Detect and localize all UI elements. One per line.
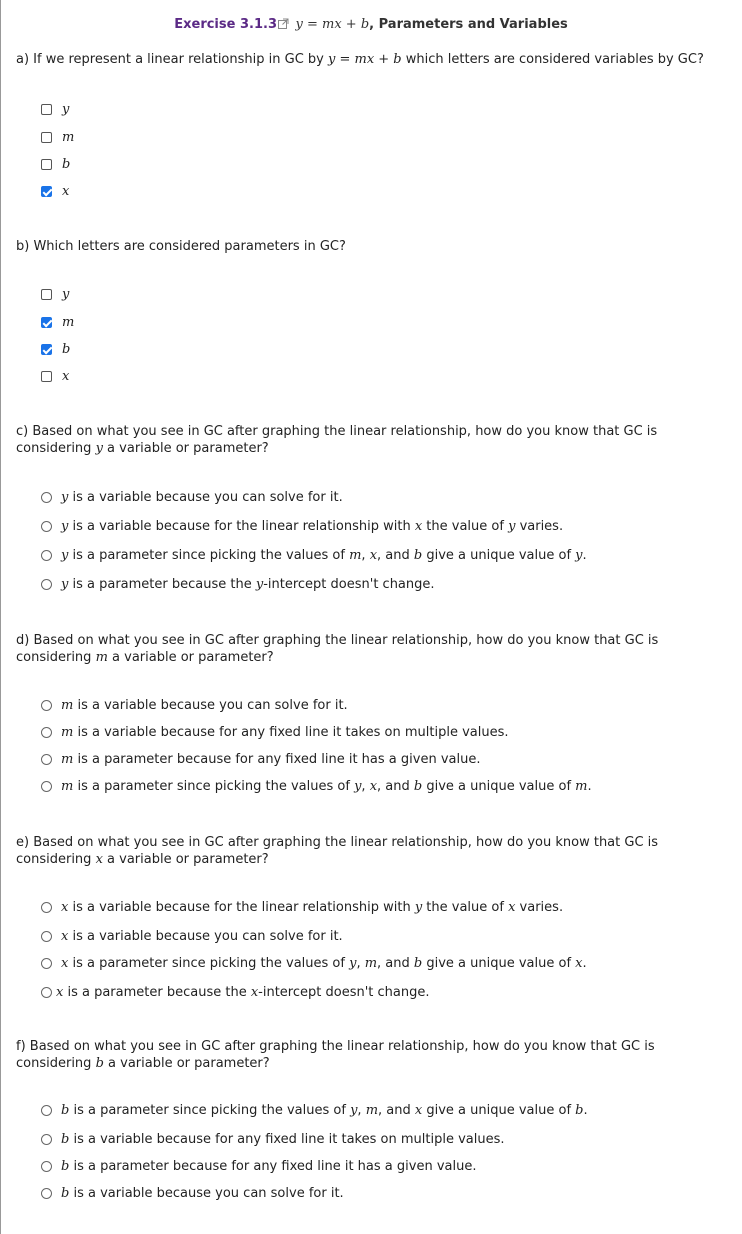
option-label: m xyxy=(62,130,75,145)
question-c xyxy=(16,423,716,457)
option-label: x xyxy=(62,184,70,199)
radio-option-c-3[interactable] xyxy=(41,548,587,563)
option-math: x xyxy=(508,900,516,915)
checkbox-option-b-y[interactable] xyxy=(41,287,69,302)
option-text: . xyxy=(582,548,587,563)
option-math: m xyxy=(349,548,362,563)
checkbox-option-a-m[interactable] xyxy=(41,130,74,145)
question-a-equation: y = mx + b xyxy=(327,52,402,67)
checkbox[interactable] xyxy=(41,289,52,300)
question-a xyxy=(16,51,716,68)
question-e-text: e) Based on what you see in GC after graphing the linear relationship, how do you know that GC is considering xyxy=(16,835,659,867)
option-math: b xyxy=(413,779,423,794)
page-title xyxy=(0,17,742,32)
radio-button[interactable] xyxy=(41,579,52,590)
question-b xyxy=(16,238,716,255)
option-text: give a unique value of xyxy=(422,956,576,971)
option-text: give a unique value of xyxy=(422,779,576,794)
radio-button[interactable] xyxy=(41,1134,52,1145)
question-c-var: y xyxy=(95,441,103,456)
option-math: y xyxy=(350,1103,358,1118)
option-math: y xyxy=(349,956,357,971)
question-e xyxy=(16,834,716,868)
radio-option-f-1[interactable] xyxy=(41,1103,588,1118)
question-a-text-end: which letters are considered variables by GC? xyxy=(401,52,704,67)
radio-button[interactable] xyxy=(41,550,52,561)
radio-option-e-2[interactable] xyxy=(41,929,343,944)
option-text: is a parameter because for any fixed line it has a given value. xyxy=(69,1159,477,1174)
checkbox-option-b-m[interactable] xyxy=(41,315,74,330)
radio-button[interactable] xyxy=(41,781,52,792)
radio-option-e-4[interactable] xyxy=(41,985,430,1000)
option-text: is a variable because you can solve for it. xyxy=(68,490,343,505)
option-text: , and xyxy=(377,956,414,971)
option-text: is a variable because you can solve for it. xyxy=(73,698,348,713)
option-math: x xyxy=(414,1103,423,1118)
option-text: , and xyxy=(378,1103,415,1118)
checkbox[interactable] xyxy=(41,132,52,143)
radio-option-d-4[interactable] xyxy=(41,779,592,794)
radio-option-e-1[interactable] xyxy=(41,900,563,915)
option-math: x xyxy=(369,548,378,563)
question-d-text: d) Based on what you see in GC after graphing the linear relationship, how do you know that GC is considering xyxy=(16,633,659,665)
title-rest: , Parameters and Variables xyxy=(369,17,568,32)
radio-option-d-2[interactable] xyxy=(41,725,509,740)
radio-button[interactable] xyxy=(41,958,52,969)
question-d-var: m xyxy=(95,650,108,665)
radio-option-e-3[interactable] xyxy=(41,956,587,971)
option-text: , xyxy=(357,1103,366,1118)
left-border xyxy=(0,0,1,1234)
radio-option-d-1[interactable] xyxy=(41,698,348,713)
option-label: m xyxy=(62,315,75,330)
option-math: y xyxy=(414,900,423,915)
option-text: is a parameter because the xyxy=(63,985,251,1000)
option-text: is a variable because for any fixed line it takes on multiple values. xyxy=(73,725,509,740)
option-text: . xyxy=(583,1103,588,1118)
option-text: is a parameter since picking the values of xyxy=(68,548,350,563)
option-math: b xyxy=(413,548,423,563)
option-var: x xyxy=(61,900,69,915)
option-text: -intercept doesn't change. xyxy=(258,985,430,1000)
option-var: x xyxy=(61,956,69,971)
radio-button[interactable] xyxy=(41,492,52,503)
radio-option-f-2[interactable] xyxy=(41,1132,505,1147)
question-e-text-end: a variable or parameter? xyxy=(102,852,269,867)
checkbox-checked[interactable] xyxy=(41,317,52,328)
exercise-link[interactable]: Exercise 3.1.3 xyxy=(174,17,277,32)
question-f xyxy=(16,1038,716,1072)
question-d-text-end: a variable or parameter? xyxy=(107,650,274,665)
option-text: , xyxy=(361,548,370,563)
option-label: y xyxy=(62,287,70,302)
question-d xyxy=(16,632,716,666)
option-math: b xyxy=(413,956,423,971)
option-text: is a variable because for the linear relationship with xyxy=(68,900,415,915)
option-var: y xyxy=(61,548,69,563)
option-text: is a parameter because for any fixed line it has a given value. xyxy=(73,752,481,767)
external-link-icon[interactable] xyxy=(278,18,289,29)
checkbox-option-b-x[interactable] xyxy=(41,369,69,384)
question-c-text: c) Based on what you see in GC after graphing the linear relationship, how do you know that GC is considering xyxy=(16,424,658,456)
checkbox-option-a-b[interactable] xyxy=(41,157,70,172)
radio-button[interactable] xyxy=(41,700,52,711)
option-var: x xyxy=(56,985,64,1000)
radio-button[interactable] xyxy=(41,931,52,942)
radio-option-d-3[interactable] xyxy=(41,752,480,767)
option-var: y xyxy=(61,577,69,592)
option-var: b xyxy=(61,1186,70,1201)
question-f-var: b xyxy=(95,1056,104,1071)
option-text: give a unique value of xyxy=(422,548,576,563)
checkbox-option-a-y[interactable] xyxy=(41,102,69,117)
radio-button[interactable] xyxy=(41,1188,52,1199)
option-text: . xyxy=(582,956,587,971)
radio-button[interactable] xyxy=(41,521,52,532)
option-var: b xyxy=(61,1132,70,1147)
question-f-text: f) Based on what you see in GC after graphing the linear relationship, how do you know that GC is considering xyxy=(16,1039,655,1071)
option-var: y xyxy=(61,519,69,534)
option-var: m xyxy=(61,779,74,794)
radio-option-c-4[interactable] xyxy=(41,577,435,592)
option-var: m xyxy=(61,725,74,740)
option-var: x xyxy=(61,929,69,944)
radio-option-f-3[interactable] xyxy=(41,1159,476,1174)
option-text: is a parameter since picking the values of xyxy=(73,779,355,794)
option-var: m xyxy=(61,698,74,713)
option-math: m xyxy=(364,956,378,971)
option-math: y xyxy=(255,577,264,592)
option-text: is a variable because you can solve for it. xyxy=(69,1186,344,1201)
option-math: b xyxy=(575,1103,584,1118)
radio-button[interactable] xyxy=(41,727,52,738)
option-label: b xyxy=(62,342,71,357)
option-var: m xyxy=(61,752,74,767)
radio-button[interactable] xyxy=(41,987,52,998)
option-text: the value of xyxy=(422,519,509,534)
option-text: is a parameter since picking the values of xyxy=(69,1103,351,1118)
checkbox-option-a-x[interactable] xyxy=(41,184,69,199)
option-text: is a variable because for any fixed line it takes on multiple values. xyxy=(69,1132,505,1147)
question-f-text-end: a variable or parameter? xyxy=(103,1056,270,1071)
option-text: , and xyxy=(377,779,414,794)
option-label: b xyxy=(62,157,71,172)
option-math: x xyxy=(414,519,423,534)
option-var: b xyxy=(61,1103,70,1118)
option-math: y xyxy=(575,548,583,563)
option-text: , xyxy=(361,779,370,794)
checkbox-checked[interactable] xyxy=(41,344,52,355)
radio-button[interactable] xyxy=(41,902,52,913)
checkbox-checked[interactable] xyxy=(41,186,52,197)
checkbox[interactable] xyxy=(41,104,52,115)
checkbox[interactable] xyxy=(41,159,52,170)
option-text: is a parameter since picking the values of xyxy=(68,956,350,971)
question-e-var: x xyxy=(95,852,103,867)
title-equation: y = mx + b xyxy=(295,17,370,32)
question-b-text: b) Which letters are considered parameters in GC? xyxy=(16,239,346,254)
checkbox[interactable] xyxy=(41,371,52,382)
option-text: varies. xyxy=(515,519,564,534)
radio-option-c-1[interactable] xyxy=(41,490,343,505)
question-c-text-end: a variable or parameter? xyxy=(102,441,269,456)
option-label: x xyxy=(62,369,70,384)
radio-button[interactable] xyxy=(41,1105,52,1116)
option-text: , xyxy=(356,956,365,971)
option-text: is a variable because you can solve for it. xyxy=(68,929,343,944)
option-text: -intercept doesn't change. xyxy=(263,577,435,592)
checkbox-option-b-b[interactable] xyxy=(41,342,70,357)
option-var: y xyxy=(61,490,69,505)
option-text: is a parameter because the xyxy=(68,577,256,592)
option-text: varies. xyxy=(515,900,564,915)
option-var: b xyxy=(61,1159,70,1174)
option-math: y xyxy=(508,519,516,534)
option-text: is a variable because for the linear relationship with xyxy=(68,519,415,534)
option-text: give a unique value of xyxy=(422,1103,576,1118)
option-label: y xyxy=(62,102,70,117)
option-text: the value of xyxy=(422,900,509,915)
radio-button[interactable] xyxy=(41,754,52,765)
option-math: x xyxy=(369,779,378,794)
option-math: x xyxy=(250,985,259,1000)
question-a-text: a) If we represent a linear relationship in GC by xyxy=(16,52,328,67)
option-math: y xyxy=(354,779,362,794)
option-text: , and xyxy=(377,548,414,563)
option-math: m xyxy=(575,779,588,794)
radio-option-f-4[interactable] xyxy=(41,1186,344,1201)
option-math: x xyxy=(575,956,583,971)
radio-button[interactable] xyxy=(41,1161,52,1172)
radio-option-c-2[interactable] xyxy=(41,519,563,534)
option-text: . xyxy=(587,779,592,794)
option-math: m xyxy=(365,1103,379,1118)
